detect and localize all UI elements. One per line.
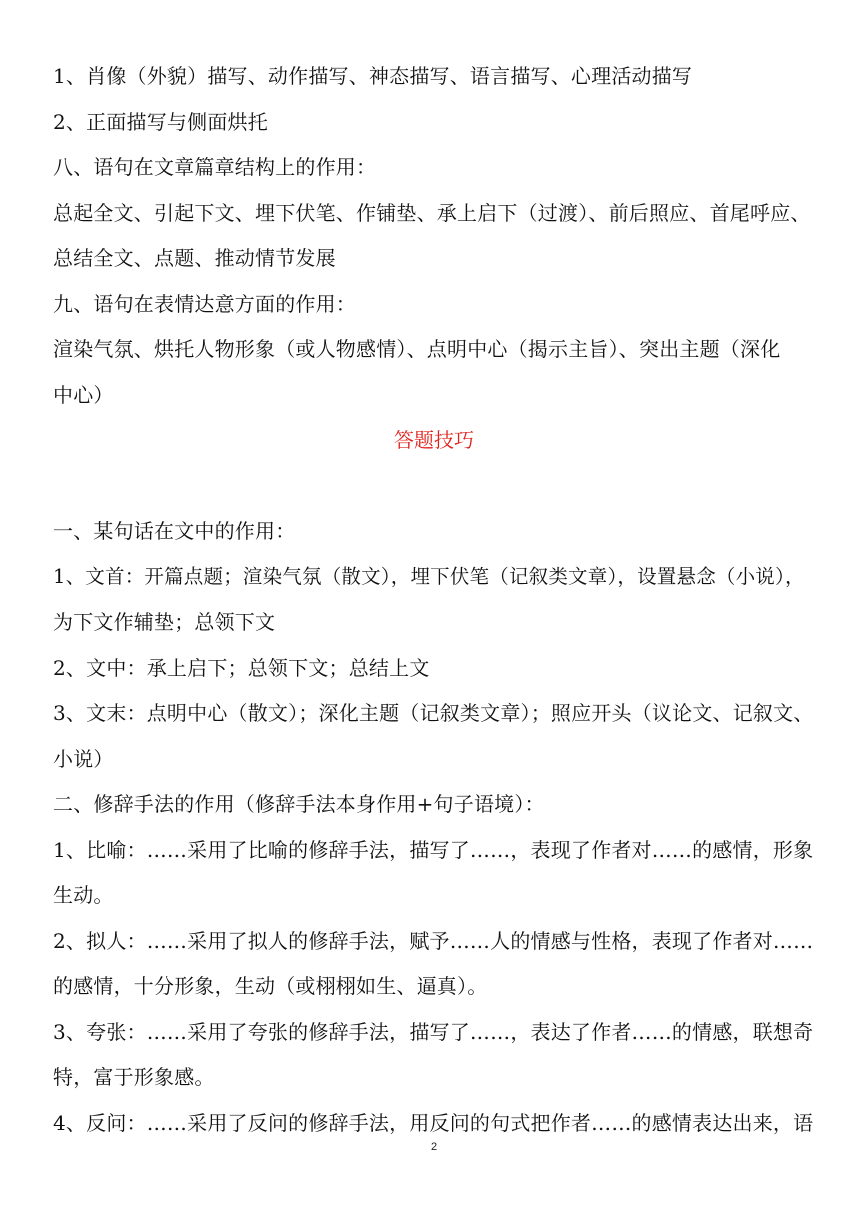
text-line: 4、反问：……采用了反问的修辞手法，用反问的句式把作者……的感情表达出来，语 <box>53 1111 814 1135</box>
text-line: 总起全文、引起下文、埋下伏笔、作铺垫、承上启下（过渡）、前后照应、首尾呼应、 <box>53 201 811 225</box>
text-line: 1、文首：开篇点题；渲染气氛（散文），埋下伏笔（记叙类文章），设置悬念（小说）， <box>53 565 805 588</box>
text-line: 中心） <box>53 383 114 407</box>
section-heading-8: 八、语句在文章篇章结构上的作用： <box>53 155 377 179</box>
text-line: 2、正面描写与侧面烘托 <box>53 110 268 134</box>
subsection-heading-2: 二、修辞手法的作用（修辞手法本身作用+句子语境）： <box>53 792 545 816</box>
text-line: 小说） <box>53 747 114 771</box>
text-line: 2、拟人：……采用了拟人的修辞手法，赋予……人的情感与性格，表现了作者对…… <box>53 929 814 953</box>
page-number: 2 <box>430 1141 438 1153</box>
text-line: 渲染气氛、烘托人物形象（或人物感情）、点明中心（揭示主旨）、突出主题（深化 <box>53 337 781 361</box>
text-line: 为下文作辅垫；总领下文 <box>53 610 276 634</box>
text-line: 3、夸张：……采用了夸张的修辞手法，描写了……，表达了作者……的情感，联想奇 <box>53 1020 814 1044</box>
text-line: 3、文末：点明中心（散文）；深化主题（记叙类文章）；照应开头（议论文、记叙文、 <box>53 701 814 725</box>
text-line: 特，富于形象感。 <box>53 1065 215 1089</box>
section-heading-9: 九、语句在表情达意方面的作用： <box>53 292 356 316</box>
text-line: 2、文中：承上启下；总领下文；总结上文 <box>53 656 430 680</box>
text-line: 1、肖像（外貌）描写、动作描写、神态描写、语言描写、心理活动描写 <box>53 64 693 88</box>
text-line: 的感情，十分形象，生动（或栩栩如生、逼真）。 <box>53 974 488 998</box>
subsection-heading-1: 一、某句话在文中的作用： <box>53 519 296 543</box>
text-line: 生动。 <box>53 883 114 907</box>
answer-tips-heading: 答题技巧 <box>394 428 474 452</box>
text-line: 1、比喻：……采用了比喻的修辞手法，描写了……，表现了作者对……的感情，形象 <box>53 838 814 862</box>
text-line: 总结全文、点题、推动情节发展 <box>53 246 336 270</box>
